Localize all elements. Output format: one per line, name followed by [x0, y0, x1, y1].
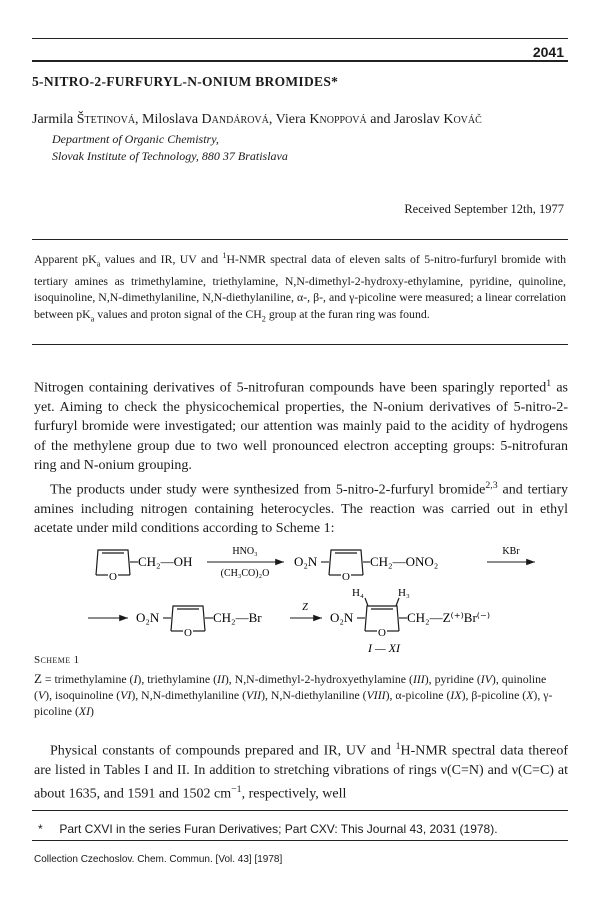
substituent-punct: ), — [491, 672, 502, 686]
substituent-punct: ), — [131, 688, 142, 703]
paragraph-text: The products under study were synthesized from 5-nitro-2-furfuryl bromide — [50, 482, 486, 498]
substituent-name: pyridine ( — [434, 672, 481, 686]
scheme-group: CH₂—OH — [138, 554, 193, 569]
superscript: −1 — [231, 784, 242, 796]
substituent-name: N,N-dimethyl-2-hydroxyethylamine ( — [234, 672, 413, 686]
article-title: 5-NITRO-2-FURFURYL-N-ONIUM BROMIDES* — [32, 74, 339, 89]
compound-number: I — [133, 672, 138, 686]
abstract-text: values and proton signal of the CH — [94, 307, 262, 322]
compound-number: X — [526, 688, 534, 703]
affiliation-line: Slovak Institute of Technology, 880 37 Bratislava — [52, 149, 288, 163]
footnote — [38, 822, 498, 836]
scheme-label: Scheme 1 — [34, 654, 80, 666]
author-and: and — [366, 112, 394, 127]
proton-label: H₃ — [398, 587, 410, 599]
substituent-name: α-picoline ( — [395, 688, 451, 703]
paragraph — [34, 737, 568, 805]
substituent-punct: ), — [224, 672, 235, 686]
z-equals: = — [41, 672, 55, 686]
scheme-group: CH₂—Br — [213, 610, 262, 625]
author-list — [32, 112, 482, 128]
affiliation-line: Department of Organic Chemistry, — [52, 132, 219, 146]
abstract-text: H-NMR spectral data of eleven salts of 5-nitro-furfuryl bromide with tertiary amines as trimethylamine, triethylamine, N,N-dimethyl-2-hydroxy-ethylamine, pyridine, quinoline, isoquinoline, N,N-dimethylaniline, N,N-diethylaniline, α-, β-, and γ-picoline were measured; a linear correlation between pK — [34, 251, 566, 322]
author-last: Štetinová — [76, 112, 136, 127]
compound-number: VIII — [366, 688, 386, 703]
substituent-punct: ), — [533, 688, 544, 703]
paragraph-text: as yet. Aiming to check the physicochemical properties, the N-onium derivatives of 5-nitro-2-furfuryl bromide were investigated; our attention was mainly paid to the acidity of hydrogens of the methylene group due to two well pronounced electron accepting groups: 5-nitrofuran ring and N-onium grouping. — [34, 380, 568, 474]
abstract-text: group at the furan ring was found. — [265, 307, 430, 322]
author-first: Miloslava — [142, 112, 202, 127]
page-number: 2041 — [532, 44, 564, 60]
compound-number: VII — [246, 688, 262, 703]
paragraph-text: , respectively, well — [241, 787, 347, 803]
proton-label: H₄ — [352, 587, 364, 599]
footnote-text: Part CXVI in the series Furan Derivatives; Part CXV: This Journal 43, 2031 (1978). — [59, 822, 498, 836]
author-last: Kováč — [443, 112, 482, 127]
journal-rule — [32, 840, 568, 841]
abstract-sup: 1 — [222, 251, 227, 260]
substituent-punct: ) — [90, 704, 94, 719]
substituent-name: γ-picoline ( — [34, 688, 553, 719]
author-separator: , — [268, 112, 276, 127]
substituent-punct: ), — [45, 688, 55, 703]
substituent-name: β-picoline ( — [471, 688, 527, 703]
author-first: Viera — [275, 112, 310, 127]
abstract-sub: 2 — [261, 314, 266, 324]
substituent-name: N,N-diethylaniline ( — [270, 688, 367, 703]
reagent: KBr — [502, 546, 520, 557]
abstract-sub: a — [90, 314, 95, 324]
compound-range: I — XI — [368, 641, 400, 655]
header-rule-bottom — [32, 60, 568, 62]
substituent-punct: ), — [137, 672, 148, 686]
abstract-rule-bottom — [32, 344, 568, 345]
affiliation — [52, 131, 288, 165]
compound-number: VI — [120, 688, 132, 703]
scheme-group: O₂N — [330, 610, 354, 625]
author-last: Dandárová — [201, 112, 269, 127]
author-separator: , — [135, 112, 143, 127]
scheme-group: O₂N — [136, 610, 160, 625]
paragraph-text: Physical constants of compounds prepared and IR, UV and — [50, 743, 396, 759]
footnote-mark: * — [38, 822, 43, 836]
substituent-name: quinoline ( — [34, 672, 547, 703]
reaction-scheme — [32, 538, 568, 658]
substituent-punct: ), — [261, 688, 271, 703]
compound-number: XI — [78, 704, 91, 719]
author-first: Jaroslav — [393, 112, 444, 127]
abstract-sub: a — [96, 259, 101, 269]
compound-number: IX — [450, 688, 462, 703]
reagent: (CH₃CO)₂O — [220, 568, 270, 579]
reference-mark: 1 — [546, 378, 552, 389]
superscript: 1 — [395, 741, 401, 752]
ring-oxygen: O — [109, 571, 117, 583]
compound-number: IV — [480, 672, 492, 686]
paragraph — [34, 374, 568, 476]
ring-oxygen: O — [184, 627, 192, 639]
reference-mark: 2,3 — [485, 479, 498, 491]
reagent: Z — [302, 602, 308, 613]
substituent-name: trimethylamine ( — [54, 672, 134, 686]
received-date: Received September 12th, 1977 — [404, 202, 564, 216]
scheme-group: CH₂—ONO₂ — [370, 554, 439, 569]
paragraph-text: Nitrogen containing derivatives of 5-nitrofuran compounds have been sparingly reported — [34, 380, 547, 396]
substituent-punct: ), — [461, 688, 472, 703]
z-symbol: Z — [34, 671, 42, 686]
abstract-text: values and IR, UV and — [100, 251, 223, 266]
header-rule-top — [32, 38, 568, 39]
scheme-group: O₂N — [294, 554, 318, 569]
substituent-name: N,N-dimethylaniline ( — [141, 688, 247, 703]
abstract-rule-top — [32, 239, 568, 240]
substituent-punct: ), — [385, 688, 396, 703]
paragraph-text: and tertiary amines including nitrogen containing heterocycles. The reaction was carried out in ethyl acetate under mild conditions according to Scheme 1: — [34, 482, 569, 537]
compound-number: III — [412, 672, 425, 686]
substituent-items — [34, 672, 552, 718]
substituent-name: triethylamine ( — [147, 672, 218, 686]
journal-citation: Collection Czechoslov. Chem. Commun. [Vol. 43] [1978] — [34, 854, 283, 865]
author-first: Jarmila — [32, 112, 77, 127]
abstract — [34, 248, 566, 328]
scheme-group: CH₂—Z⁽⁺⁾Br⁽⁻⁾ — [407, 610, 491, 625]
substituent-punct: ), — [424, 672, 435, 686]
abstract-text: Apparent pK — [34, 251, 97, 266]
paragraph-text: H-NMR spectral data thereof are listed in Tables I and II. In addition to stretching vibrations of rings ν(C=N) and ν(C=C) at about 1635, and 1591 and 1502 cm — [34, 743, 568, 803]
body-text-bottom — [34, 737, 568, 805]
ring-oxygen: O — [378, 627, 386, 639]
ring-oxygen: O — [342, 571, 350, 583]
body-text-top — [34, 374, 568, 539]
substituent-list — [34, 671, 566, 720]
compound-number: V — [37, 688, 46, 703]
footnote-rule — [32, 810, 568, 811]
compound-number: II — [217, 672, 225, 686]
reagent: HNO₃ — [232, 546, 258, 557]
author-last: Knoppová — [309, 112, 367, 127]
paragraph — [34, 476, 568, 539]
substituent-name: isoquinoline ( — [54, 688, 121, 703]
